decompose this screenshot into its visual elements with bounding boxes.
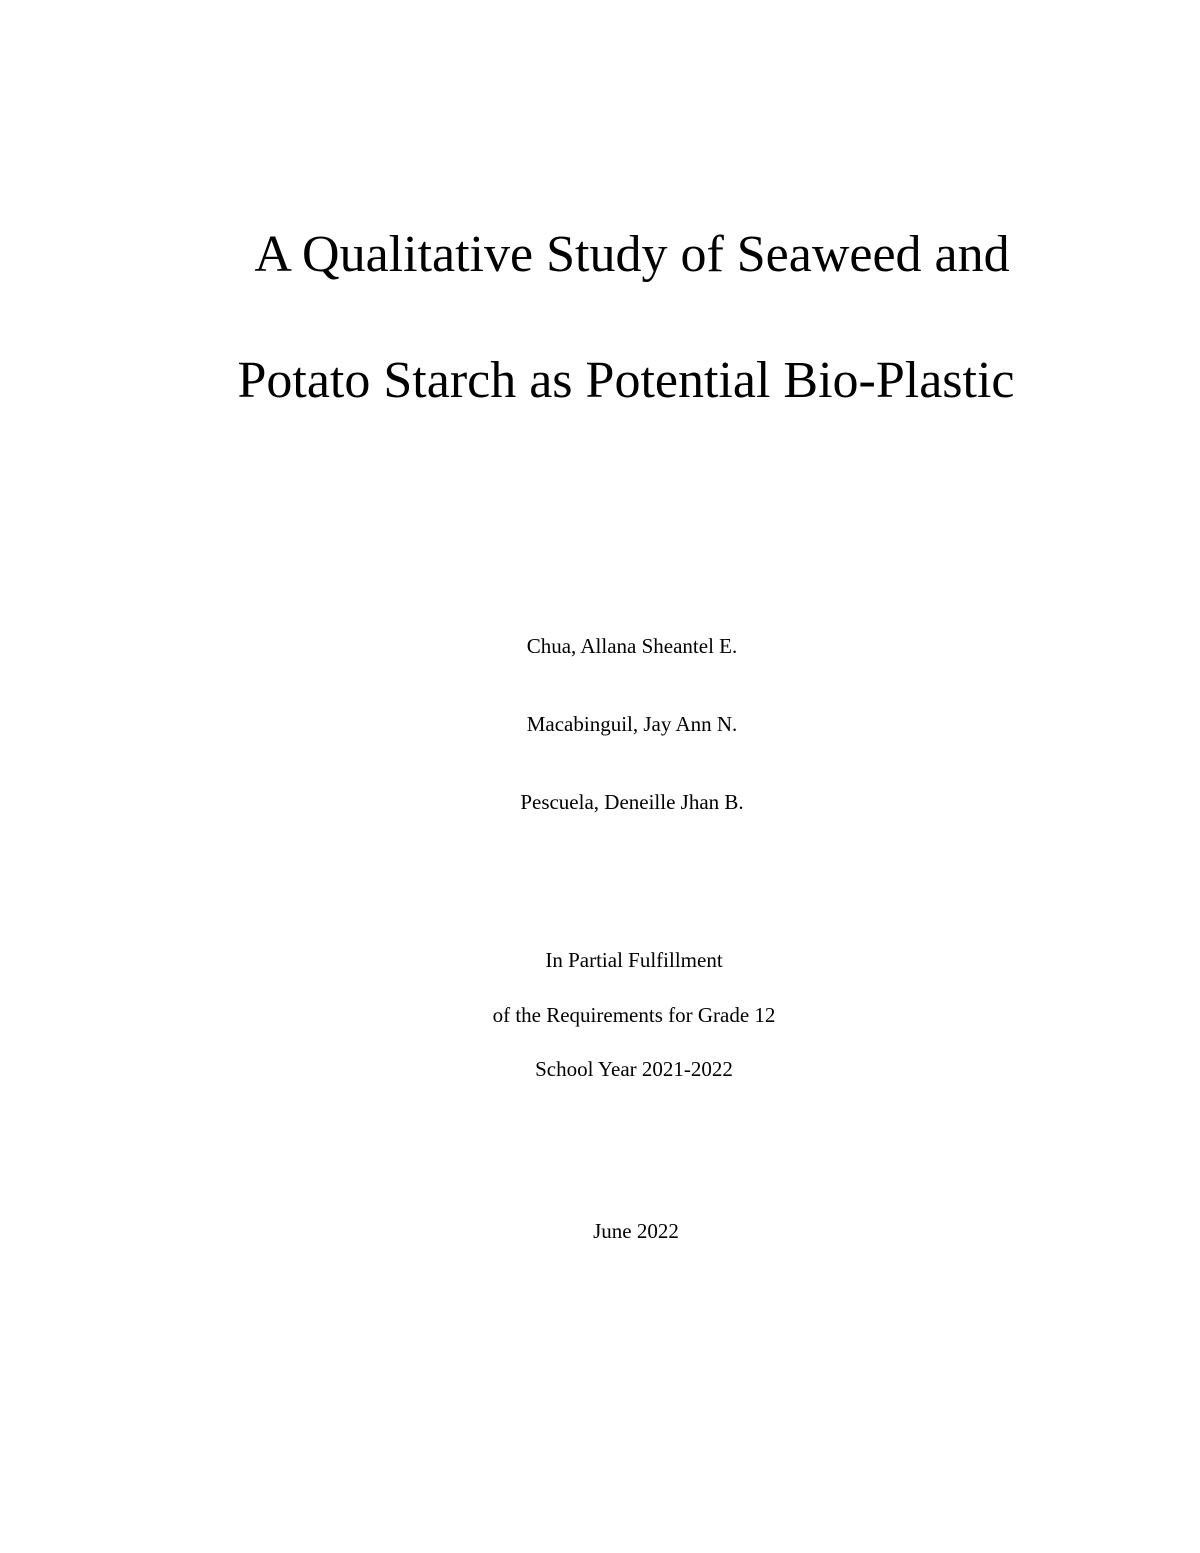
author-2: Macabinguil, Jay Ann N. [526, 712, 738, 736]
title-line-1: A Qualitative Study of Seaweed and [254, 226, 1010, 283]
author-3: Pescuela, Deneille Jhan B. [520, 790, 744, 814]
fulfillment-line-1: In Partial Fulfillment [545, 948, 723, 972]
author-1: Chua, Allana Sheantel E. [526, 634, 738, 658]
date-line: June 2022 [593, 1219, 679, 1243]
title-line-2: Potato Starch as Potential Bio-Plastic [237, 352, 1015, 409]
fulfillment-line-2: of the Requirements for Grade 12 [492, 1003, 776, 1027]
fulfillment-line-3: School Year 2021-2022 [535, 1057, 733, 1081]
